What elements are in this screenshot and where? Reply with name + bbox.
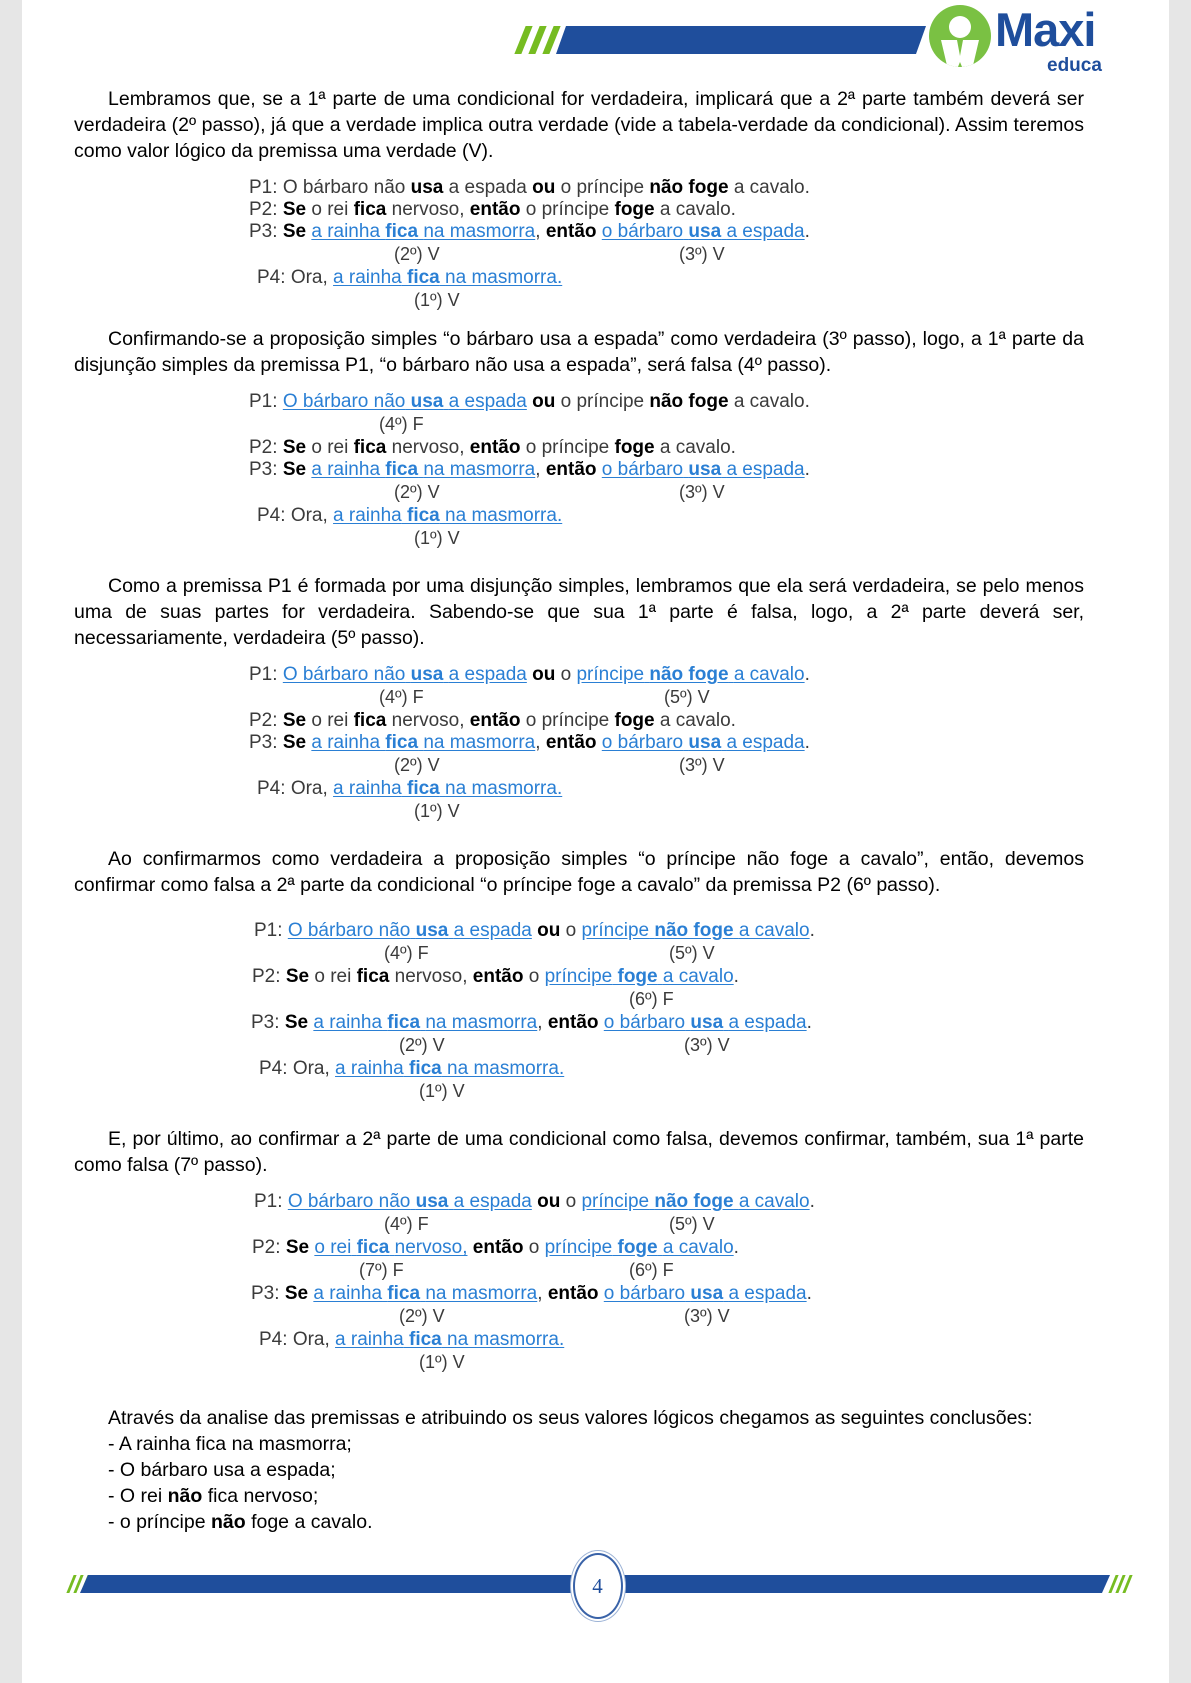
frag-entao: então bbox=[545, 459, 597, 480]
frag-se: Se bbox=[282, 221, 307, 242]
frag-o: o bbox=[565, 1191, 577, 1212]
highlight-principe-nao-foge: príncipe não foge a cavalo bbox=[576, 664, 805, 685]
comma: , bbox=[535, 732, 541, 753]
frag-o-rei: o rei bbox=[311, 199, 349, 220]
frag-principe: príncipe bbox=[576, 391, 645, 412]
list-item-text: - o príncipe bbox=[108, 1511, 206, 1533]
page-number: 4 bbox=[592, 1573, 603, 1598]
frag-ora: Ora, bbox=[292, 1058, 330, 1079]
maxi-educa-logo bbox=[929, 3, 1129, 83]
period: . bbox=[733, 966, 739, 987]
mark-5: (5º) V bbox=[669, 1214, 715, 1234]
premise-label-p4: P4: bbox=[259, 1329, 288, 1350]
frag-se: Se bbox=[282, 732, 307, 753]
mark-4: (4º) F bbox=[384, 943, 429, 963]
premise-row-p2 bbox=[252, 966, 1084, 988]
frag-a-cavalo-dot: a cavalo. bbox=[733, 391, 810, 412]
document-page bbox=[22, 0, 1169, 1683]
mark-5: (5º) V bbox=[669, 943, 715, 963]
premise-label-p2: P2: bbox=[252, 1237, 281, 1258]
highlight-barbaro-espada: o bárbaro usa a espada bbox=[601, 459, 805, 480]
frag-se: Se bbox=[284, 1012, 309, 1033]
paragraph-4: Ao confirmarmos como verdadeira a proposição simples “o príncipe não foge a cavalo”, então, devemos confirmar como falsa a 2ª parte da condicional “o príncipe foge a cavalo” da premissa P2 (6º passo). bbox=[74, 848, 1084, 896]
mark-row-2 bbox=[249, 527, 1084, 551]
highlight-barbaro-espada: o bárbaro usa a espada bbox=[601, 221, 805, 242]
premise-row-p3 bbox=[249, 459, 1084, 481]
mark-row-p2 bbox=[254, 988, 1084, 1012]
frag-entao: então bbox=[547, 1283, 599, 1304]
premise-label-p1: P1: bbox=[254, 1191, 283, 1212]
premise-row-p3 bbox=[249, 221, 1084, 243]
frag-se: Se bbox=[285, 966, 310, 987]
highlight-rainha-masmorra: a rainha fica na masmorra bbox=[311, 732, 536, 753]
frag-principe: príncipe bbox=[541, 199, 610, 220]
period: . bbox=[804, 459, 810, 480]
period: . bbox=[804, 732, 810, 753]
highlight-principe-foge: príncipe foge a cavalo bbox=[544, 1237, 734, 1258]
mark-3: (3º) V bbox=[684, 1035, 730, 1055]
premise-label-p2: P2: bbox=[249, 437, 278, 458]
highlight-rainha-masmorra: a rainha fica na masmorra. bbox=[335, 1329, 565, 1350]
logo-tagline: educa bbox=[1047, 55, 1102, 76]
mark-row-p1 bbox=[254, 942, 1084, 966]
footer-right-slash-icon bbox=[1108, 1575, 1132, 1593]
mark-2: (2º) V bbox=[394, 755, 440, 775]
list-item-tail: fica nervoso; bbox=[207, 1485, 319, 1507]
list-item-emphasis: não bbox=[210, 1511, 246, 1533]
frag-o-rei: o rei bbox=[314, 966, 352, 987]
frag-ora: Ora, bbox=[292, 1329, 330, 1350]
frag-ou: ou bbox=[532, 391, 556, 412]
premise-row-p4 bbox=[257, 505, 1084, 527]
frag-entao: então bbox=[545, 221, 597, 242]
highlight-barbaro-espada: o bárbaro usa a espada bbox=[603, 1012, 807, 1033]
logo-body-shape bbox=[941, 40, 979, 67]
mark-row-1 bbox=[254, 1034, 1084, 1058]
premise-row-p2 bbox=[252, 1237, 1084, 1259]
premise-block-5 bbox=[251, 1191, 1084, 1375]
premise-label-p2: P2: bbox=[249, 199, 278, 220]
frag-ou: ou bbox=[532, 177, 556, 198]
premise-row-p1 bbox=[254, 920, 1084, 942]
list-item: - O bárbaro usa a espada; bbox=[108, 1459, 336, 1481]
period: . bbox=[809, 1191, 815, 1212]
frag-entao: então bbox=[469, 437, 521, 458]
period: . bbox=[809, 920, 815, 941]
premise-label-p3: P3: bbox=[249, 221, 278, 242]
mark-1: (1º) V bbox=[414, 528, 460, 548]
frag-se: Se bbox=[282, 437, 307, 458]
list-item-text: - O rei bbox=[108, 1485, 163, 1507]
page-footer bbox=[22, 1553, 1169, 1613]
highlight-rainha-masmorra: a rainha fica na masmorra. bbox=[333, 778, 563, 799]
logo-head-shape bbox=[949, 16, 971, 38]
frag-usa: usa bbox=[410, 177, 444, 198]
frag-principe: príncipe bbox=[541, 710, 610, 731]
frag-o: o bbox=[565, 920, 577, 941]
page-content bbox=[74, 0, 1102, 1535]
mark-3: (3º) V bbox=[684, 1306, 730, 1326]
premise-row-p2 bbox=[249, 710, 1084, 732]
frag-o: o bbox=[560, 391, 572, 412]
premise-label-p4: P4: bbox=[257, 778, 286, 799]
comma: , bbox=[535, 459, 541, 480]
paragraph-5: E, por último, ao confirmar a 2ª parte de uma condicional como falsa, devemos confirmar, também, sua 1ª parte como falsa (7º passo). bbox=[74, 1128, 1084, 1176]
mark-row-1 bbox=[249, 481, 1084, 505]
frag-principe: príncipe bbox=[541, 437, 610, 458]
comma: , bbox=[535, 221, 541, 242]
mark-row-1 bbox=[249, 243, 1084, 267]
header-slash-accent-icon bbox=[514, 26, 564, 54]
frag-o-rei: o rei bbox=[311, 710, 349, 731]
frag-ora: Ora, bbox=[290, 778, 328, 799]
logo-person-circle-icon bbox=[929, 5, 991, 67]
highlight-principe-nao-foge: príncipe não foge a cavalo bbox=[581, 920, 810, 941]
frag-principe: príncipe bbox=[576, 177, 645, 198]
frag-o: o bbox=[528, 966, 540, 987]
mark-2: (2º) V bbox=[399, 1035, 445, 1055]
premise-label-p1: P1: bbox=[249, 391, 278, 412]
highlight-rei-fica-nervoso: o rei fica nervoso, bbox=[314, 1237, 468, 1258]
premise-label-p1: P1: bbox=[254, 920, 283, 941]
premise-block-3 bbox=[249, 664, 1084, 824]
premise-row-p4 bbox=[257, 778, 1084, 800]
frag-a-cavalo-dot: a cavalo. bbox=[659, 710, 736, 731]
premise-label-p4: P4: bbox=[259, 1058, 288, 1079]
frag-a-cavalo-dot: a cavalo. bbox=[659, 437, 736, 458]
mark-row-p2 bbox=[254, 1259, 1084, 1283]
frag-fica: fica bbox=[353, 710, 387, 731]
highlight-barbaro-nao-usa: O bárbaro não usa a espada bbox=[287, 1191, 532, 1212]
premise-label-p2: P2: bbox=[249, 710, 278, 731]
mark-3: (3º) V bbox=[679, 244, 725, 264]
premise-label-p1: P1: bbox=[249, 664, 278, 685]
premise-row-p3 bbox=[251, 1283, 1084, 1305]
frag-foge: foge bbox=[614, 710, 655, 731]
premise-row-p2 bbox=[249, 199, 1084, 221]
mark-5: (5º) V bbox=[664, 687, 710, 707]
frag-o-barbaro-nao: O bárbaro não bbox=[282, 177, 406, 198]
frag-o: o bbox=[525, 437, 537, 458]
frag-se: Se bbox=[282, 710, 307, 731]
mark-1: (1º) V bbox=[414, 290, 460, 310]
frag-fica: fica bbox=[353, 437, 387, 458]
premise-label-p3: P3: bbox=[249, 459, 278, 480]
mark-row-p1 bbox=[249, 686, 1084, 710]
frag-nervoso: nervoso, bbox=[391, 199, 465, 220]
frag-nervoso: nervoso, bbox=[391, 710, 465, 731]
premise-row-p4 bbox=[259, 1329, 1084, 1351]
period: . bbox=[804, 664, 810, 685]
frag-se: Se bbox=[282, 199, 307, 220]
period: . bbox=[733, 1237, 739, 1258]
frag-ora: Ora, bbox=[290, 505, 328, 526]
list-item-emphasis: não bbox=[167, 1485, 203, 1507]
mark-row-2 bbox=[254, 1080, 1084, 1104]
mark-row-p1 bbox=[254, 1213, 1084, 1237]
frag-foge: foge bbox=[614, 437, 655, 458]
period: . bbox=[804, 221, 810, 242]
highlight-rainha-masmorra: a rainha fica na masmorra. bbox=[335, 1058, 565, 1079]
frag-entao: então bbox=[472, 1237, 524, 1258]
highlight-principe-foge: príncipe foge a cavalo bbox=[544, 966, 734, 987]
highlight-barbaro-nao-usa: O bárbaro não usa a espada bbox=[282, 391, 527, 412]
highlight-rainha-masmorra: a rainha fica na masmorra bbox=[313, 1012, 538, 1033]
highlight-rainha-masmorra: a rainha fica na masmorra. bbox=[333, 505, 563, 526]
highlight-barbaro-espada: o bárbaro usa a espada bbox=[601, 732, 805, 753]
frag-ou: ou bbox=[537, 920, 561, 941]
paragraph-6: Através da analise das premissas e atribuindo os seus valores lógicos chegamos as seguintes conclusões: bbox=[108, 1407, 1033, 1429]
mark-1: (1º) V bbox=[414, 801, 460, 821]
frag-entao: então bbox=[472, 966, 524, 987]
mark-row-2 bbox=[254, 1351, 1084, 1375]
comma: , bbox=[537, 1283, 543, 1304]
period: . bbox=[806, 1283, 812, 1304]
premise-row-p3 bbox=[251, 1012, 1084, 1034]
frag-fica: fica bbox=[356, 966, 390, 987]
frag-o-rei: o rei bbox=[311, 437, 349, 458]
frag-fica: fica bbox=[353, 199, 387, 220]
mark-4: (4º) F bbox=[379, 687, 424, 707]
frag-nervoso: nervoso, bbox=[391, 437, 465, 458]
mark-3: (3º) V bbox=[679, 482, 725, 502]
frag-entao: então bbox=[469, 710, 521, 731]
mark-row-p1 bbox=[249, 413, 1084, 437]
premise-row-p1 bbox=[254, 1191, 1084, 1213]
period: . bbox=[806, 1012, 812, 1033]
list-item bbox=[108, 1509, 1084, 1535]
premise-label-p3: P3: bbox=[251, 1283, 280, 1304]
frag-foge: foge bbox=[614, 199, 655, 220]
highlight-rainha-masmorra: a rainha fica na masmorra bbox=[313, 1283, 538, 1304]
premise-block-2 bbox=[249, 391, 1084, 551]
frag-o: o bbox=[525, 710, 537, 731]
paragraph-3: Como a premissa P1 é formada por uma disjunção simples, lembramos que ela será verdadeira, se pelo menos uma de suas partes for verdadeira. Sabendo-se que sua 1ª parte é falsa, logo, a 2ª parte deverá ser, necessariamente, verdadeira (5º passo). bbox=[74, 575, 1084, 649]
frag-o: o bbox=[525, 199, 537, 220]
frag-ou: ou bbox=[537, 1191, 561, 1212]
premise-label-p4: P4: bbox=[257, 505, 286, 526]
premise-label-p1: P1: bbox=[249, 177, 278, 198]
conclusions-list bbox=[108, 1431, 1084, 1535]
mark-1: (1º) V bbox=[419, 1352, 465, 1372]
premise-row-p4 bbox=[259, 1058, 1084, 1080]
frag-entao: então bbox=[469, 199, 521, 220]
mark-1: (1º) V bbox=[419, 1081, 465, 1101]
frag-a-cavalo-dot: a cavalo. bbox=[659, 199, 736, 220]
frag-a-cavalo-dot: a cavalo. bbox=[733, 177, 810, 198]
paragraph-1: Lembramos que, se a 1ª parte de uma condicional for verdadeira, implicará que a 2ª parte também deverá ser verdadeira (2º passo), já que a verdade implica outra verdade (vide a tabela-verdade da condicional). Assim teremos como valor lógico da premissa uma verdade (V). bbox=[74, 88, 1084, 162]
frag-a-espada: a espada bbox=[448, 177, 527, 198]
highlight-barbaro-nao-usa: O bárbaro não usa a espada bbox=[282, 664, 527, 685]
frag-o: o bbox=[528, 1237, 540, 1258]
mark-3: (3º) V bbox=[679, 755, 725, 775]
frag-entao: então bbox=[545, 732, 597, 753]
mark-2: (2º) V bbox=[394, 244, 440, 264]
premise-row-p2 bbox=[249, 437, 1084, 459]
highlight-rainha-masmorra: a rainha fica na masmorra. bbox=[333, 267, 563, 288]
frag-nervoso: nervoso, bbox=[394, 966, 468, 987]
mark-7: (7º) F bbox=[359, 1260, 404, 1280]
mark-row-2 bbox=[249, 800, 1084, 824]
premise-row-p1 bbox=[249, 177, 1084, 199]
highlight-rainha-masmorra: a rainha fica na masmorra bbox=[311, 459, 536, 480]
mark-2: (2º) V bbox=[394, 482, 440, 502]
mark-6: (6º) F bbox=[629, 1260, 674, 1280]
frag-ora: Ora, bbox=[290, 267, 328, 288]
premise-label-p3: P3: bbox=[249, 732, 278, 753]
premise-label-p4: P4: bbox=[257, 267, 286, 288]
premise-block-4 bbox=[251, 920, 1084, 1104]
page-number-badge bbox=[573, 1553, 623, 1619]
page-header bbox=[74, 0, 1102, 86]
frag-se: Se bbox=[285, 1237, 310, 1258]
mark-2: (2º) V bbox=[399, 1306, 445, 1326]
frag-nao-foge: não foge bbox=[649, 177, 729, 198]
comma: , bbox=[537, 1012, 543, 1033]
list-item bbox=[108, 1483, 1084, 1509]
list-item-tail: foge a cavalo. bbox=[251, 1511, 373, 1533]
premise-row-p1 bbox=[249, 664, 1084, 686]
premise-label-p2: P2: bbox=[252, 966, 281, 987]
mark-row-1 bbox=[254, 1305, 1084, 1329]
premise-label-p3: P3: bbox=[251, 1012, 280, 1033]
mark-row-1 bbox=[249, 754, 1084, 778]
frag-se: Se bbox=[282, 459, 307, 480]
highlight-principe-nao-foge: príncipe não foge a cavalo bbox=[581, 1191, 810, 1212]
highlight-rainha-masmorra: a rainha fica na masmorra bbox=[311, 221, 536, 242]
paragraph-2: Confirmando-se a proposição simples “o bárbaro usa a espada” como verdadeira (3º passo), logo, a 1ª parte da disjunção simples da premissa P1, “o bárbaro não usa a espada”, será falsa (4º passo). bbox=[74, 328, 1084, 376]
frag-entao: então bbox=[547, 1012, 599, 1033]
mark-6: (6º) F bbox=[629, 989, 674, 1009]
list-item: - A rainha fica na masmorra; bbox=[108, 1433, 352, 1455]
frag-ou: ou bbox=[532, 664, 556, 685]
premise-row-p3 bbox=[249, 732, 1084, 754]
frag-se: Se bbox=[284, 1283, 309, 1304]
highlight-barbaro-espada: o bárbaro usa a espada bbox=[603, 1283, 807, 1304]
premise-row-p4 bbox=[257, 267, 1084, 289]
frag-o: o bbox=[560, 177, 572, 198]
mark-4: (4º) F bbox=[384, 1214, 429, 1234]
mark-row-2 bbox=[249, 289, 1084, 313]
frag-o: o bbox=[560, 664, 572, 685]
mark-4: (4º) F bbox=[379, 414, 424, 434]
premise-block-1 bbox=[249, 177, 1084, 313]
header-blue-bar bbox=[556, 26, 926, 54]
premise-row-p1 bbox=[249, 391, 1084, 413]
logo-wordmark: Maxi bbox=[995, 3, 1096, 56]
frag-nao-foge: não foge bbox=[649, 391, 729, 412]
highlight-barbaro-nao-usa: O bárbaro não usa a espada bbox=[287, 920, 532, 941]
